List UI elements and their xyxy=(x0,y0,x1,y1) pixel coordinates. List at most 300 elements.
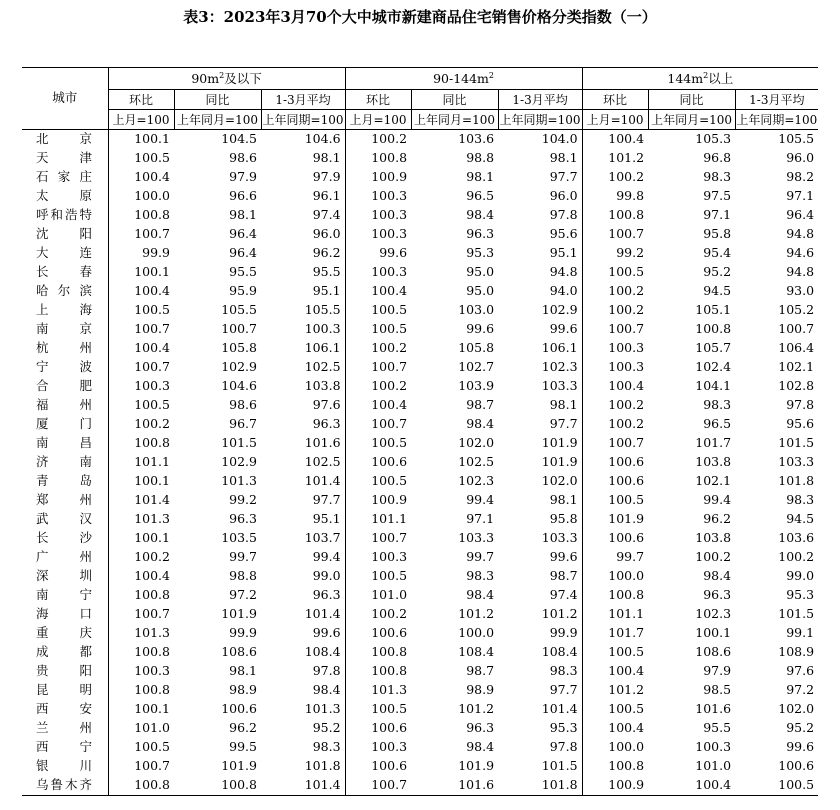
value-cell: 101.3 xyxy=(221,473,257,489)
base-header-avg: 上年同期=100 xyxy=(735,110,818,130)
value-cell: 98.9 xyxy=(229,682,257,698)
value-cell: 99.6 xyxy=(261,624,345,643)
table-row xyxy=(22,491,818,510)
value-cell: 105.2 xyxy=(778,302,815,318)
city-cell xyxy=(22,719,108,738)
city-cell xyxy=(22,434,108,453)
value-cell: 99.2 xyxy=(229,492,257,508)
value-cell: 102.3 xyxy=(695,606,732,622)
value-cell: 101.9 xyxy=(608,511,645,527)
value-cell: 100.5 xyxy=(735,776,818,796)
value-cell: 100.7 xyxy=(134,359,170,375)
value-cell: 103.3 xyxy=(778,454,815,470)
value-cell: 106.1 xyxy=(498,339,582,358)
group-header-medium: $90-144m^2$ xyxy=(345,68,582,90)
city-cell xyxy=(22,453,108,472)
city-cell xyxy=(22,605,108,624)
value-cell: 101.0 xyxy=(134,720,170,736)
value-cell: 95.2 xyxy=(786,720,815,736)
value-cell: 98.3 xyxy=(261,738,345,757)
sub-header-mom: 环比 xyxy=(345,90,411,110)
value-cell: 99.6 xyxy=(786,739,815,755)
sub-header-avg: 1-3月平均 xyxy=(498,90,582,110)
value-cell: 98.1 xyxy=(498,491,582,510)
city-name: 福州 xyxy=(36,397,92,413)
base-header-avg: 上年同期=100 xyxy=(261,110,345,130)
city-name: 天津 xyxy=(36,150,92,166)
value-cell: 101.3 xyxy=(134,511,170,527)
city-cell xyxy=(22,681,108,700)
value-cell: 108.6 xyxy=(221,644,257,660)
value-cell: 100.1 xyxy=(695,625,732,641)
value-cell: 103.7 xyxy=(261,529,345,548)
table-row xyxy=(22,472,818,491)
city-cell xyxy=(22,586,108,605)
value-cell: 98.6 xyxy=(229,397,257,413)
value-cell: 100.5 xyxy=(371,302,408,318)
value-cell: 101.7 xyxy=(608,625,645,641)
value-cell: 100.4 xyxy=(648,776,735,796)
value-cell: 100.3 xyxy=(371,549,408,565)
value-cell: 100.2 xyxy=(608,416,645,432)
city-cell xyxy=(22,510,108,529)
group-header-large: $144m^2$以上 xyxy=(582,68,818,90)
value-cell: 100.7 xyxy=(221,321,257,337)
table-row xyxy=(22,662,818,681)
value-cell: 102.3 xyxy=(458,473,495,489)
table-row xyxy=(22,263,818,282)
value-cell: 95.2 xyxy=(703,264,732,280)
value-cell: 100.8 xyxy=(371,644,408,660)
sub-header-yoy: 同比 xyxy=(648,90,735,110)
value-cell: 99.0 xyxy=(261,567,345,586)
value-cell: 101.9 xyxy=(221,758,257,774)
value-cell: 100.3 xyxy=(371,188,408,204)
city-cell xyxy=(22,567,108,586)
value-cell: 98.3 xyxy=(703,169,732,185)
value-cell: 98.3 xyxy=(703,397,732,413)
value-cell: 100.6 xyxy=(371,454,408,470)
value-cell: 101.6 xyxy=(411,776,498,796)
value-cell: 100.4 xyxy=(608,131,645,147)
value-cell: 99.7 xyxy=(229,549,257,565)
value-cell: 100.2 xyxy=(371,606,408,622)
table-row xyxy=(22,434,818,453)
value-cell: 100.1 xyxy=(134,131,170,147)
value-cell: 101.2 xyxy=(458,606,495,622)
value-cell: 100.2 xyxy=(695,549,732,565)
value-cell: 94.8 xyxy=(786,226,815,242)
value-cell: 100.1 xyxy=(134,264,170,280)
value-cell: 100.2 xyxy=(134,549,170,565)
value-cell: 101.2 xyxy=(498,605,582,624)
table-row xyxy=(22,187,818,206)
value-cell: 100.1 xyxy=(134,530,170,546)
value-cell: 100.8 xyxy=(174,776,261,796)
city-cell xyxy=(22,187,108,206)
city-cell xyxy=(22,244,108,263)
value-cell: 103.6 xyxy=(778,530,815,546)
value-cell: 100.7 xyxy=(371,416,408,432)
value-cell: 95.8 xyxy=(703,226,732,242)
value-cell: 94.8 xyxy=(498,263,582,282)
city-name: 南京 xyxy=(36,321,92,337)
city-cell xyxy=(22,776,108,796)
table-row xyxy=(22,206,818,225)
value-cell: 100.0 xyxy=(458,625,495,641)
city-name: 长春 xyxy=(36,264,92,280)
value-cell: 105.8 xyxy=(458,340,495,356)
header-row-subtitles xyxy=(22,90,818,110)
base-header-yoy: 上年同月=100 xyxy=(174,110,261,130)
sub-header-mom: 环比 xyxy=(582,90,648,110)
value-cell: 98.7 xyxy=(466,663,495,679)
value-cell: 97.1 xyxy=(786,188,815,204)
value-cell: 101.4 xyxy=(498,700,582,719)
table-row xyxy=(22,510,818,529)
value-cell: 100.6 xyxy=(221,701,257,717)
value-cell: 98.6 xyxy=(229,150,257,166)
value-cell: 97.8 xyxy=(498,738,582,757)
value-cell: 102.5 xyxy=(458,454,495,470)
value-cell: 97.8 xyxy=(498,206,582,225)
table-row xyxy=(22,681,818,700)
value-cell: 100.3 xyxy=(134,378,170,394)
city-name: 济南 xyxy=(36,454,92,470)
value-cell: 100.6 xyxy=(608,473,645,489)
value-cell: 97.8 xyxy=(261,662,345,681)
value-cell: 108.6 xyxy=(695,644,732,660)
city-cell xyxy=(22,358,108,377)
city-cell xyxy=(22,396,108,415)
value-cell: 100.5 xyxy=(134,397,170,413)
value-cell: 100.5 xyxy=(371,321,408,337)
value-cell: 100.0 xyxy=(134,188,170,204)
city-cell xyxy=(22,263,108,282)
city-cell xyxy=(22,320,108,339)
value-cell: 97.8 xyxy=(786,397,815,413)
value-cell: 97.6 xyxy=(786,663,815,679)
table-row xyxy=(22,168,818,187)
value-cell: 99.6 xyxy=(379,245,408,261)
city-cell xyxy=(22,415,108,434)
value-cell: 100.0 xyxy=(608,568,645,584)
table-row xyxy=(22,396,818,415)
city-name: 昆明 xyxy=(36,682,92,698)
value-cell: 100.6 xyxy=(371,758,408,774)
value-cell: 97.2 xyxy=(229,587,257,603)
city-name: 深圳 xyxy=(36,568,92,584)
value-cell: 98.1 xyxy=(229,663,257,679)
value-cell: 103.6 xyxy=(458,131,495,147)
value-cell: 100.4 xyxy=(608,720,645,736)
value-cell: 100.2 xyxy=(608,169,645,185)
value-cell: 100.5 xyxy=(134,150,170,166)
value-cell: 98.1 xyxy=(261,149,345,168)
value-cell: 100.2 xyxy=(371,340,408,356)
value-cell: 99.6 xyxy=(498,320,582,339)
value-cell: 95.8 xyxy=(498,510,582,529)
city-cell xyxy=(22,130,108,150)
value-cell: 101.5 xyxy=(778,606,815,622)
city-cell xyxy=(22,168,108,187)
value-cell: 100.8 xyxy=(371,663,408,679)
table-row xyxy=(22,700,818,719)
value-cell: 98.4 xyxy=(466,587,495,603)
value-cell: 101.4 xyxy=(261,776,345,796)
value-cell: 100.3 xyxy=(695,739,732,755)
value-cell: 100.3 xyxy=(371,207,408,223)
city-name: 贵阳 xyxy=(36,663,92,679)
value-cell: 101.9 xyxy=(498,434,582,453)
value-cell: 100.8 xyxy=(134,435,170,451)
value-cell: 97.7 xyxy=(498,415,582,434)
city-name: 青岛 xyxy=(36,473,92,489)
value-cell: 97.5 xyxy=(703,188,732,204)
value-cell: 99.6 xyxy=(466,321,495,337)
value-cell: 100.2 xyxy=(371,131,408,147)
value-cell: 100.7 xyxy=(345,776,411,796)
value-cell: 95.6 xyxy=(786,416,815,432)
value-cell: 100.2 xyxy=(608,283,645,299)
value-cell: 100.6 xyxy=(608,454,645,470)
city-name: 成都 xyxy=(36,644,92,660)
value-cell: 100.5 xyxy=(371,568,408,584)
value-cell: 100.5 xyxy=(371,435,408,451)
city-name: 合肥 xyxy=(36,378,92,394)
value-cell: 97.7 xyxy=(498,168,582,187)
value-cell: 99.2 xyxy=(616,245,645,261)
sub-header-mom: 环比 xyxy=(108,90,174,110)
value-cell: 100.6 xyxy=(371,720,408,736)
table-row xyxy=(22,320,818,339)
table-row xyxy=(22,624,818,643)
value-cell: 100.7 xyxy=(371,359,408,375)
value-cell: 101.5 xyxy=(778,435,815,451)
value-cell: 100.4 xyxy=(134,169,170,185)
city-name: 西宁 xyxy=(36,739,92,755)
value-cell: 103.3 xyxy=(498,377,582,396)
city-cell xyxy=(22,377,108,396)
value-cell: 98.4 xyxy=(466,207,495,223)
value-cell: 99.9 xyxy=(229,625,257,641)
value-cell: 99.4 xyxy=(703,492,732,508)
value-cell: 102.9 xyxy=(221,359,257,375)
city-cell xyxy=(22,282,108,301)
value-cell: 102.1 xyxy=(695,473,732,489)
value-cell: 94.5 xyxy=(703,283,732,299)
value-cell: 95.9 xyxy=(229,283,257,299)
value-cell: 103.3 xyxy=(458,530,495,546)
value-cell: 105.7 xyxy=(695,340,732,356)
value-cell: 98.3 xyxy=(786,492,815,508)
value-cell: 100.5 xyxy=(608,492,645,508)
value-cell: 105.1 xyxy=(695,302,732,318)
value-cell: 97.6 xyxy=(261,396,345,415)
table-row xyxy=(22,567,818,586)
value-cell: 99.4 xyxy=(466,492,495,508)
value-cell: 100.4 xyxy=(371,283,408,299)
city-name: 厦门 xyxy=(36,416,92,432)
sub-header-avg: 1-3月平均 xyxy=(261,90,345,110)
value-cell: 97.4 xyxy=(261,206,345,225)
value-cell: 100.1 xyxy=(134,473,170,489)
city-name: 宁波 xyxy=(36,359,92,375)
value-cell: 96.7 xyxy=(229,416,257,432)
city-cell xyxy=(22,700,108,719)
value-cell: 101.6 xyxy=(695,701,732,717)
city-name: 石家庄 xyxy=(36,169,92,185)
value-cell: 101.3 xyxy=(261,700,345,719)
city-cell xyxy=(22,149,108,168)
value-cell: 99.9 xyxy=(142,245,170,261)
value-cell: 101.1 xyxy=(134,454,170,470)
city-cell xyxy=(22,491,108,510)
value-cell: 95.1 xyxy=(261,282,345,301)
value-cell: 95.3 xyxy=(786,587,815,603)
value-cell: 94.6 xyxy=(786,245,815,261)
table-row xyxy=(22,529,818,548)
value-cell: 101.4 xyxy=(134,492,170,508)
value-cell: 101.8 xyxy=(778,473,815,489)
value-cell: 98.7 xyxy=(498,567,582,586)
value-cell: 105.5 xyxy=(778,131,815,147)
table-row xyxy=(22,548,818,567)
value-cell: 95.5 xyxy=(261,263,345,282)
city-name: 哈尔滨 xyxy=(36,283,92,299)
value-cell: 101.6 xyxy=(261,434,345,453)
value-cell: 101.0 xyxy=(695,758,732,774)
value-cell: 100.5 xyxy=(134,739,170,755)
value-cell: 95.1 xyxy=(498,244,582,263)
value-cell: 103.8 xyxy=(261,377,345,396)
value-cell: 98.4 xyxy=(261,681,345,700)
sub-header-yoy: 同比 xyxy=(174,90,261,110)
value-cell: 96.4 xyxy=(229,245,257,261)
table-row xyxy=(22,358,818,377)
value-cell: 96.2 xyxy=(229,720,257,736)
city-name: 呼和浩特 xyxy=(36,207,92,223)
value-cell: 100.8 xyxy=(134,644,170,660)
value-cell: 100.7 xyxy=(608,321,645,337)
city-name: 兰州 xyxy=(36,720,92,736)
city-name: 太原 xyxy=(36,188,92,204)
value-cell: 108.4 xyxy=(498,643,582,662)
value-cell: 95.3 xyxy=(466,245,495,261)
value-cell: 100.8 xyxy=(608,758,645,774)
city-name: 上海 xyxy=(36,302,92,318)
city-cell xyxy=(22,738,108,757)
value-cell: 96.3 xyxy=(703,587,732,603)
value-cell: 100.5 xyxy=(608,701,645,717)
value-cell: 96.5 xyxy=(703,416,732,432)
value-cell: 96.4 xyxy=(786,207,815,223)
value-cell: 101.3 xyxy=(371,682,408,698)
table-row xyxy=(22,130,818,150)
value-cell: 102.9 xyxy=(498,301,582,320)
city-cell xyxy=(22,624,108,643)
value-cell: 102.1 xyxy=(778,359,815,375)
value-cell: 101.5 xyxy=(498,757,582,776)
table-row xyxy=(22,757,818,776)
value-cell: 99.1 xyxy=(786,625,815,641)
city-name: 广州 xyxy=(36,549,92,565)
city-cell xyxy=(22,225,108,244)
value-cell: 99.5 xyxy=(229,739,257,755)
value-cell: 100.3 xyxy=(371,226,408,242)
value-cell: 100.8 xyxy=(608,587,645,603)
value-cell: 94.5 xyxy=(786,511,815,527)
value-cell: 100.8 xyxy=(608,207,645,223)
value-cell: 100.3 xyxy=(134,663,170,679)
value-cell: 95.0 xyxy=(466,264,495,280)
value-cell: 102.7 xyxy=(458,359,495,375)
value-cell: 108.9 xyxy=(778,644,815,660)
value-cell: 100.5 xyxy=(608,264,645,280)
value-cell: 98.4 xyxy=(466,416,495,432)
value-cell: 104.1 xyxy=(695,378,732,394)
value-cell: 100.9 xyxy=(371,492,408,508)
value-cell: 100.8 xyxy=(108,776,174,796)
city-name: 沈阳 xyxy=(36,226,92,242)
value-cell: 101.2 xyxy=(458,701,495,717)
value-cell: 101.1 xyxy=(371,511,408,527)
price-index-table xyxy=(22,67,818,796)
value-cell: 102.8 xyxy=(778,378,815,394)
value-cell: 105.5 xyxy=(261,301,345,320)
value-cell: 101.0 xyxy=(371,587,408,603)
value-cell: 98.5 xyxy=(703,682,732,698)
value-cell: 96.3 xyxy=(466,720,495,736)
value-cell: 105.8 xyxy=(221,340,257,356)
value-cell: 103.8 xyxy=(695,530,732,546)
value-cell: 99.7 xyxy=(616,549,645,565)
value-cell: 96.0 xyxy=(498,187,582,206)
value-cell: 103.3 xyxy=(498,529,582,548)
value-cell: 100.8 xyxy=(134,587,170,603)
value-cell: 96.6 xyxy=(229,188,257,204)
city-cell xyxy=(22,757,108,776)
value-cell: 100.8 xyxy=(134,682,170,698)
value-cell: 96.8 xyxy=(703,150,732,166)
city-name: 武汉 xyxy=(36,511,92,527)
value-cell: 100.5 xyxy=(371,701,408,717)
base-header-yoy: 上年同月=100 xyxy=(411,110,498,130)
group-header-small: $90m^2$及以下 xyxy=(108,68,345,90)
value-cell: 100.0 xyxy=(608,739,645,755)
value-cell: 96.4 xyxy=(229,226,257,242)
city-name: 郑州 xyxy=(36,492,92,508)
value-cell: 100.7 xyxy=(608,226,645,242)
table-row xyxy=(22,776,818,796)
table-row xyxy=(22,377,818,396)
value-cell: 96.0 xyxy=(786,150,815,166)
value-cell: 99.4 xyxy=(261,548,345,567)
value-cell: 100.4 xyxy=(134,283,170,299)
sub-header-avg: 1-3月平均 xyxy=(749,92,805,107)
value-cell: 96.2 xyxy=(261,244,345,263)
value-cell: 98.1 xyxy=(466,169,495,185)
city-cell xyxy=(22,643,108,662)
value-cell: 98.9 xyxy=(466,682,495,698)
value-cell: 95.6 xyxy=(498,225,582,244)
city-name: 乌鲁木齐 xyxy=(36,777,92,793)
value-cell: 102.4 xyxy=(695,359,732,375)
header-row-groups xyxy=(22,68,818,90)
value-cell: 96.0 xyxy=(261,225,345,244)
value-cell: 100.9 xyxy=(371,169,408,185)
value-cell: 100.7 xyxy=(134,758,170,774)
